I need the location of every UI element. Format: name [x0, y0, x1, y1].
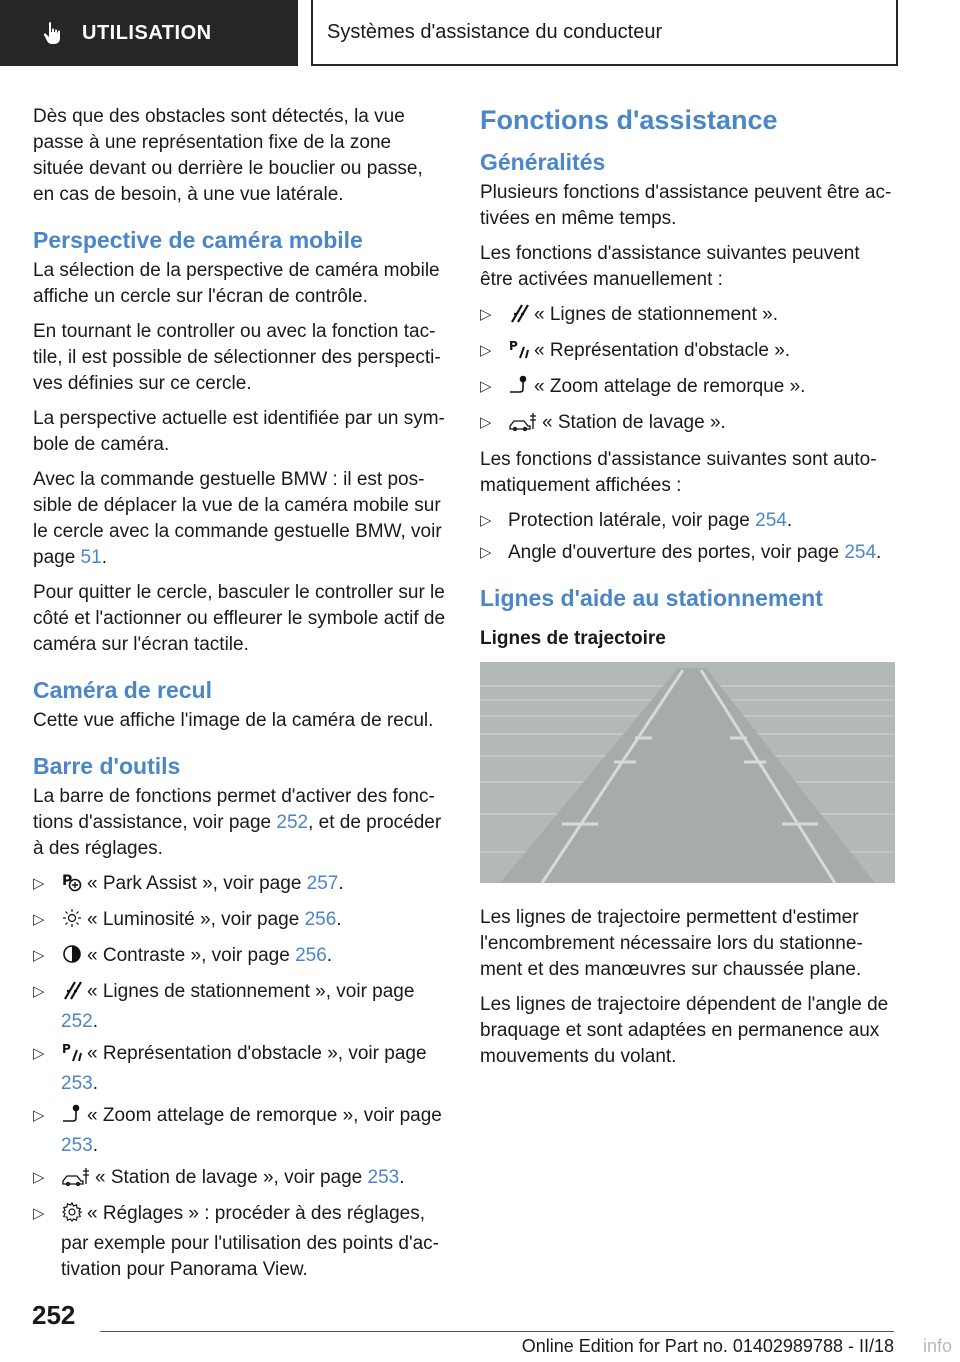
watermark-logo: info: [922, 1336, 952, 1356]
page-link[interactable]: 257: [306, 873, 339, 894]
list-item: [480, 540, 895, 566]
paragraph: En tournant le controller ou avec la fonction tac-tile, il est possible de sélectionner des perspecti-ves définies sur ce cercle.: [33, 321, 441, 394]
settings-gear-icon: [61, 1201, 83, 1231]
list-item: ▷ P « Représentation d'obstacle », voir page 253.: [33, 1042, 427, 1094]
trailer-zoom-icon: [61, 1103, 83, 1133]
list-item: ▷ P « Park Assist », voir page 257.: [33, 871, 445, 901]
item-text: « Station de lavage », voir page: [95, 1167, 368, 1188]
hand-pointer-icon: [40, 20, 66, 46]
chapter-tab: [311, 0, 898, 66]
paragraph: Cette vue affiche l'image de la caméra de recul.: [33, 710, 434, 731]
paragraph: [33, 784, 445, 862]
triangle-bullet-icon: ▷: [33, 1045, 45, 1062]
list-item: ▷ « Luminosité », voir page 256.: [33, 907, 445, 937]
page-number: 252: [32, 1300, 76, 1330]
triangle-bullet-icon: ▷: [480, 414, 492, 431]
page-link[interactable]: 253: [61, 1135, 93, 1156]
page-link[interactable]: 253: [367, 1167, 400, 1188]
item-text: .: [786, 510, 793, 531]
page-link[interactable]: 253: [61, 1073, 93, 1094]
paragraph: Les fonctions d'assistance suivantes peuvent être activées manuellement :: [480, 243, 860, 290]
heading-trajectory: Lignes de trajectoire: [480, 628, 666, 649]
page-link[interactable]: 256: [295, 945, 327, 966]
contrast-icon: [61, 943, 83, 973]
triangle-bullet-icon: ▷: [33, 947, 45, 964]
item-text: « Lignes de stationnement », voir page: [87, 981, 415, 1002]
parking-lines-icon: [61, 979, 83, 1009]
heading-mobile-camera: Perspective de caméra mobile: [33, 227, 363, 253]
list-item: ▷ « Station de lavage », voir page 253.: [33, 1165, 445, 1195]
item-text: Angle d'ouverture des portes, voir page: [508, 542, 845, 563]
triangle-bullet-icon: ▷: [480, 306, 492, 323]
triangle-bullet-icon: ▷: [33, 983, 45, 1000]
edition-text: Online Edition for Part no. 01402989788 - II/18: [521, 1336, 894, 1356]
list-item: [480, 410, 895, 440]
paragraph: Les lignes de trajectoire permettent d'estimer l'encombrement nécessaire lors du stationne-ment et des manœuvres sur chaussée plane.: [480, 907, 863, 980]
paragraph-text: , et de procéder à des réglages.: [33, 812, 442, 859]
list-item: [480, 374, 895, 404]
page-link[interactable]: 254: [755, 510, 787, 531]
paragraph-text: La barre de fonctions permet d'activer des fonc-tions d'assistance, voir page: [33, 786, 435, 833]
paragraph: Avec la commande gestuelle BMW : il est pos-sible de déplacer la vue de la caméra mobile sur le cercle avec la commande gestuelle BMW, voir page 51.: [33, 469, 442, 568]
triangle-bullet-icon: ▷: [480, 512, 492, 529]
page-link[interactable]: 51: [80, 547, 102, 568]
triangle-bullet-icon: ▷: [33, 1169, 45, 1186]
page-link[interactable]: 254: [844, 542, 877, 563]
item-text: « Représentation d'obstacle ».: [534, 340, 791, 361]
page-link[interactable]: 252: [276, 812, 309, 833]
list-item: [480, 338, 895, 368]
parking-lines-icon: [508, 302, 530, 332]
section-title: UTILISATION: [82, 21, 212, 44]
park-assist-icon: [61, 871, 83, 901]
toolbar-list: [33, 871, 445, 1283]
item-text: « Luminosité », voir page: [87, 909, 305, 930]
trajectory-lines-illustration: [480, 662, 895, 883]
heading-general: Généralités: [480, 149, 606, 175]
svg-text:P: P: [62, 873, 73, 889]
svg-text:P: P: [509, 339, 518, 353]
item-text: « Contraste », voir page: [87, 945, 296, 966]
list-item: ▷ « Zoom attelage de remorque », voir page 253.: [33, 1105, 442, 1156]
manual-functions-list: [480, 302, 895, 440]
triangle-bullet-icon: ▷: [480, 544, 492, 561]
auto-functions-list: [480, 508, 895, 566]
item-text: « Zoom attelage de remorque », voir page: [87, 1105, 442, 1126]
paragraph: Pour quitter le cercle, basculer le controller sur le côté et l'actionner ou effleurer le symbole actif de caméra sur l'écran tactile.: [33, 582, 446, 655]
car-wash-icon: [508, 410, 538, 440]
item-text: .: [876, 542, 882, 563]
triangle-bullet-icon: ▷: [33, 911, 45, 928]
triangle-bullet-icon: ▷: [480, 378, 492, 395]
obstacle-icon: [61, 1041, 83, 1071]
triangle-bullet-icon: ▷: [33, 875, 45, 892]
triangle-bullet-icon: ▷: [480, 342, 492, 359]
section-tab: [0, 0, 298, 66]
paragraph: Les lignes de trajectoire dépendent de l'angle de braquage et sont adaptées en permanence aux mouvements du volant.: [480, 994, 889, 1067]
paragraph: Plusieurs fonctions d'assistance peuvent être ac-tivées en même temps.: [480, 182, 892, 229]
footer-divider: [100, 1331, 894, 1332]
item-text: « Station de lavage ».: [542, 412, 726, 433]
svg-text:P: P: [62, 1042, 71, 1056]
item-text: Protection latérale, voir page: [508, 510, 756, 531]
paragraph: La perspective actuelle est identifiée par un sym-bole de caméra.: [33, 408, 445, 455]
intro-paragraph: Dès que des obstacles sont détectés, la vue passe à une représentation fixe de la zone située devant ou derrière le bouclier ou passe, en cas de besoin, à une vue latérale.: [33, 106, 423, 205]
page-link[interactable]: 252: [61, 1011, 93, 1032]
item-text: « Lignes de stationnement ».: [534, 304, 779, 325]
list-item: ▷ « Lignes de stationnement », voir page 252.: [33, 981, 415, 1032]
paragraph-text: Avec la commande gestuelle BMW : il est pos-sible de déplacer la vue de la caméra mobile sur le cercle avec la commande gestuelle BMW, voir page: [33, 469, 442, 568]
item-text: « Park Assist », voir page: [87, 873, 307, 894]
paragraph: Les fonctions d'assistance suivantes sont auto-matiquement affichées :: [480, 449, 877, 496]
item-text: « Zoom attelage de remorque ».: [534, 376, 806, 397]
item-text: « Réglages » : procéder à des réglages, par exemple pour l'utilisation des points d'ac-tivation pour Panorama View.: [61, 1203, 439, 1280]
list-item: [480, 508, 895, 534]
brightness-icon: [61, 907, 83, 937]
obstacle-icon: [508, 338, 530, 368]
list-item: ▷ « Contraste », voir page 256.: [33, 943, 445, 973]
triangle-bullet-icon: ▷: [33, 1205, 45, 1222]
car-wash-icon: [61, 1165, 91, 1195]
right-column: [480, 104, 895, 1079]
heading-rear-camera: Caméra de recul: [33, 677, 212, 703]
triangle-bullet-icon: ▷: [33, 1107, 45, 1124]
item-text: « Représentation d'obstacle », voir page: [87, 1043, 427, 1064]
heading-toolbar: Barre d'outils: [33, 753, 181, 779]
trailer-zoom-icon: [508, 374, 530, 404]
left-column: [33, 104, 445, 1290]
list-item: [480, 302, 895, 332]
list-item: [33, 1201, 445, 1283]
page-link[interactable]: 256: [304, 909, 337, 930]
heading-parking-lines: Lignes d'aide au stationnement: [480, 585, 823, 611]
heading-assist-functions: Fonctions d'assistance: [480, 105, 778, 135]
chapter-title: Systèmes d'assistance du conducteur: [327, 20, 663, 43]
paragraph: La sélection de la perspective de caméra mobile affiche un cercle sur l'écran de contrôle.: [33, 260, 440, 307]
